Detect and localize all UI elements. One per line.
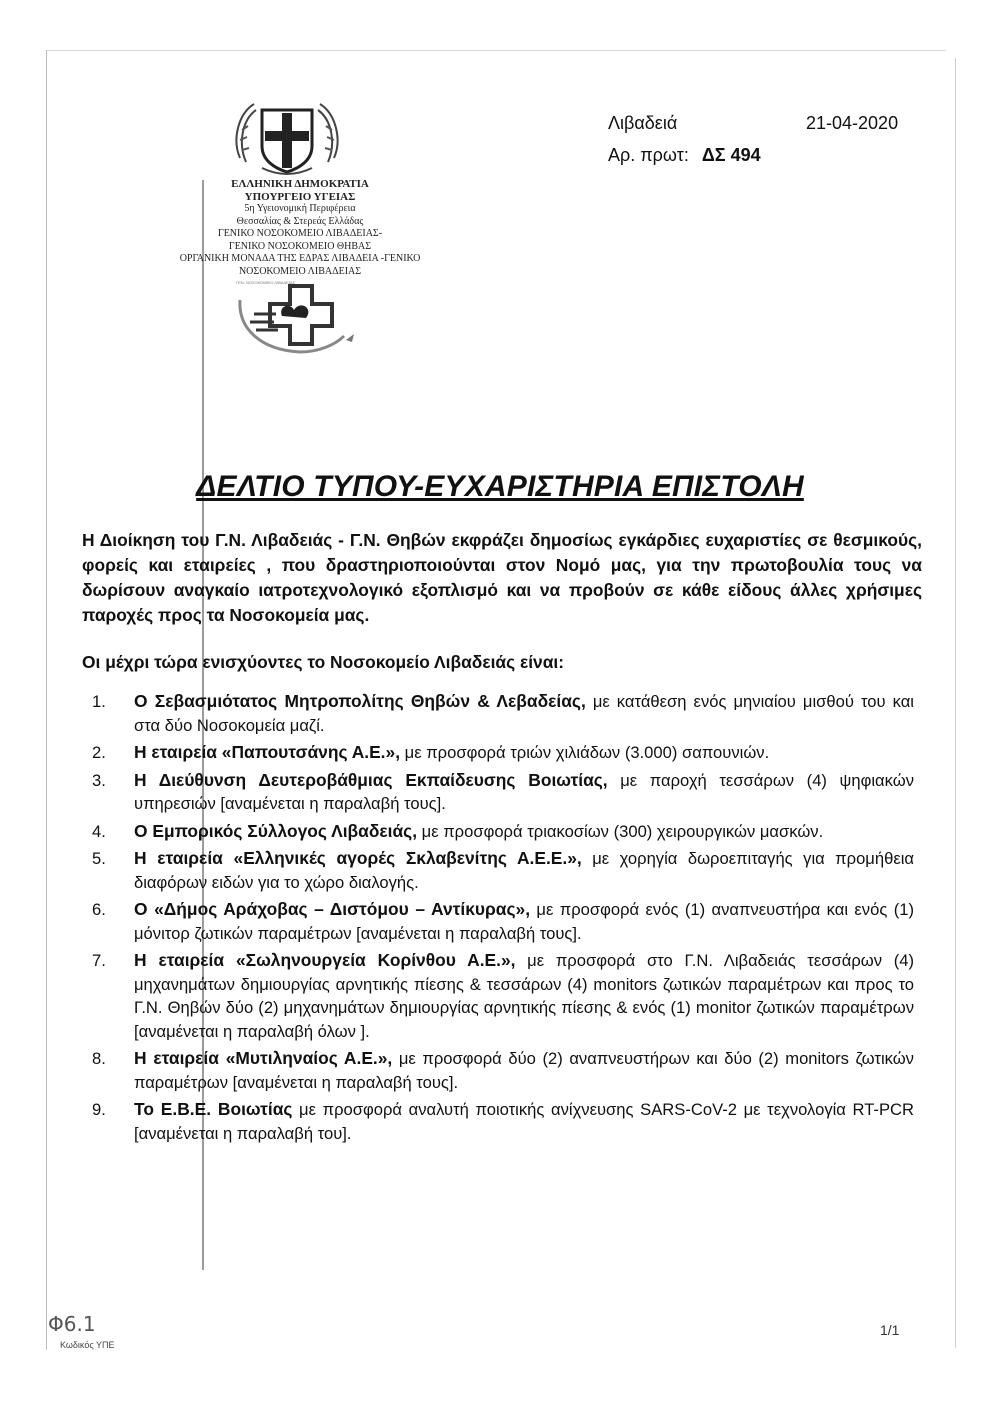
item-donor: Ο «Δήμος Αράχοβας – Διστόμου – Αντίκυρας», bbox=[134, 899, 531, 919]
list-item bbox=[92, 1098, 914, 1145]
item-text bbox=[134, 847, 914, 894]
list-item bbox=[92, 1047, 914, 1094]
page-number: 1/1 bbox=[880, 1322, 900, 1338]
list-item bbox=[92, 769, 914, 816]
hospital-logo-icon bbox=[220, 278, 360, 358]
document-title: ΔΕΛΤΙΟ ΤΥΠΟΥ-ΕΥΧΑΡΙΣΤΗΡΙΑ ΕΠΙΣΤΟΛΗ bbox=[196, 470, 804, 503]
header-line: ΟΡΓΑΝΙΚΗ ΜΟΝΑΔΑ ΤΗΣ ΕΔΡΑΣ ΛΙΒΑΔΕΙΑ -ΓΕΝΙΚΟ bbox=[179, 253, 421, 264]
item-text bbox=[134, 898, 914, 945]
protocol-number bbox=[608, 145, 761, 166]
item-donor: Η Διεύθυνση Δευτεροβάθμιας Εκπαίδευσης Βοιωτίας, bbox=[134, 769, 608, 790]
item-donor: Η εταιρεία «Παπουτσάνης Α.Ε.», bbox=[134, 742, 401, 762]
protocol-label: Αρ. πρωτ: bbox=[608, 145, 689, 165]
protocol-value: ΔΣ 494 bbox=[701, 145, 761, 165]
item-number: 2. bbox=[92, 743, 106, 762]
header-line: ΓΕΝΙΚΟ ΝΟΣΟΚΟΜΕΙΟ ΛΙΒΑΔΕΙΑΣ- bbox=[217, 228, 383, 239]
item-description: με προσφορά τριών χιλιάδων (3.000) σαπουνιών. bbox=[400, 743, 770, 762]
item-text bbox=[134, 949, 914, 1043]
list-item bbox=[92, 690, 914, 737]
header-line: ΥΠΟΥΡΓΕΙΟ ΥΓΕΙΑΣ bbox=[244, 190, 356, 203]
item-text bbox=[134, 1098, 914, 1145]
item-description: με προσφορά δύο (2) αναπνευστήρων και δύο (2) monitors ζωτικών παραμέτρων [αναμένεται η παραλαβή τους]. bbox=[134, 1049, 914, 1092]
form-code: Φ6.1 bbox=[48, 1312, 96, 1336]
greek-coat-of-arms-icon bbox=[232, 100, 342, 178]
item-description: με προσφορά τριακοσίων (300) χειρουργικών μασκών. bbox=[417, 821, 824, 841]
item-number: 6. bbox=[92, 900, 106, 919]
item-number: 8. bbox=[92, 1049, 106, 1068]
item-number: 3. bbox=[92, 770, 106, 790]
list-item bbox=[92, 847, 914, 894]
item-description: με κατάθεση ενός μηνιαίου μισθού του και στα δύο Νοσοκομεία μαζί. bbox=[134, 692, 914, 735]
item-number: 5. bbox=[92, 849, 106, 868]
page-border-right bbox=[955, 58, 956, 1348]
item-text bbox=[134, 1047, 914, 1094]
list-item bbox=[92, 741, 914, 765]
contributors-heading: Οι μέχρι τώρα ενισχύοντες το Νοσοκομείο Λιβαδειάς είναι: bbox=[82, 652, 565, 672]
header-line: ΝΟΣΟΚΟΜΕΙΟ ΛΙΒΑΔΕΙΑΣ bbox=[238, 265, 362, 277]
list-item bbox=[92, 949, 914, 1043]
item-number: 9. bbox=[92, 1100, 106, 1119]
item-text bbox=[134, 690, 914, 737]
item-description: με προσφορά αναλυτή ποιοτικής ανίχνευσης SARS-CoV-2 με τεχνολογία RT-PCR [αναμένεται η παραλαβή του]. bbox=[134, 1100, 914, 1143]
header-line: ΕΛΛΗΝΙΚΗ ΔΗΜΟΚΡΑΤΙΑ bbox=[231, 178, 369, 190]
issuer-header bbox=[150, 178, 450, 278]
item-donor: Η εταιρεία «Μυτιληναίος Α.Ε.», bbox=[134, 1048, 393, 1068]
item-donor: Ο Εμπορικός Σύλλογος Λιβαδειάς, bbox=[134, 820, 418, 841]
logo-small-text: ΓΕΝ. ΝΟΣΟΚΟΜΕΙΟ ΛΙΒΑΔΕΙΑΣ bbox=[236, 280, 296, 285]
item-text bbox=[134, 741, 914, 765]
item-number: 7. bbox=[92, 951, 106, 970]
header-line: ΓΕΝΙΚΟ ΝΟΣΟΚΟΜΕΙΟ ΘΗΒΑΣ bbox=[228, 240, 372, 252]
item-description: με παροχή τεσσάρων (4) ψηφιακών υπηρεσιών [αναμένεται η παραλαβή τους]. bbox=[134, 770, 914, 813]
item-description: με προσφορά στο Γ.Ν. Λιβαδειάς τεσσάρων (4) μηχανημάτων δημιουργίας αρνητικής πίεσης & τεσσάρων (4) monitors ζωτικών παραμέτρων και προς το Γ.Ν. Θηβών δύο (2) μηχανημάτων δημιουργίας αρνητικής πίεσης & ενός (1) monitor ζωτικών παραμέτρων [αναμένεται η παραλαβή όλων ]. bbox=[134, 951, 914, 1041]
item-donor: Η εταιρεία «Ελληνικές αγορές Σκλαβενίτης Α.Ε.Ε.», bbox=[134, 848, 582, 868]
form-caption: Κωδικός ΥΠΕ bbox=[60, 1340, 115, 1350]
item-text bbox=[134, 769, 914, 816]
page-border-left bbox=[46, 50, 47, 1350]
item-number: 4. bbox=[92, 821, 106, 841]
header-line: Θεσσαλίας & Στερεάς Ελλάδας bbox=[236, 215, 364, 227]
item-number: 1. bbox=[92, 692, 106, 711]
document-place: Λιβαδειά bbox=[608, 113, 678, 133]
item-donor: Η εταιρεία «Σωληνουργεία Κορίνθου Α.Ε.», bbox=[134, 950, 516, 970]
item-donor: Ο Σεβασμιότατος Μητροπολίτης Θηβών & Λεβαδείας, bbox=[134, 691, 586, 711]
contributors-list bbox=[92, 690, 914, 1149]
list-item bbox=[92, 820, 914, 844]
document-date: 21-04-2020 bbox=[806, 113, 899, 133]
item-text bbox=[134, 820, 914, 844]
item-donor: Το Ε.Β.Ε. Βοιωτίας bbox=[134, 1099, 293, 1119]
item-description: με προσφορά ενός (1) αναπνευστήρα και ενός (1) μόνιτορ ζωτικών παραμέτρων [αναμένεται η παραλαβή τους]. bbox=[134, 900, 914, 943]
header-line: 5η Υγειονομική Περιφέρεια bbox=[244, 203, 356, 214]
item-description: με χορηγία δωροεπιταγής για προμήθεια διαφόρων ειδών για το χώρο διαλογής. bbox=[134, 849, 914, 892]
intro-paragraph: Η Διοίκηση του Γ.Ν. Λιβαδειάς - Γ.Ν. Θηβών εκφράζει δημοσίως εγκάρδιες ευχαριστίες σε θεσμικούς, φορείς και εταιρείες , που δραστηριοποιούνται στον Νομό μας, για την πρωτοβουλία τους να δωρίσουν αναγκαίο ιατροτεχνολογικό εξοπλισμό και να προβούν σε κάθε είδους άλλες χρήσιμες παροχές προς τα Νοσοκομεία μας. bbox=[82, 530, 922, 625]
page-border-top bbox=[46, 50, 946, 51]
list-item bbox=[92, 898, 914, 945]
